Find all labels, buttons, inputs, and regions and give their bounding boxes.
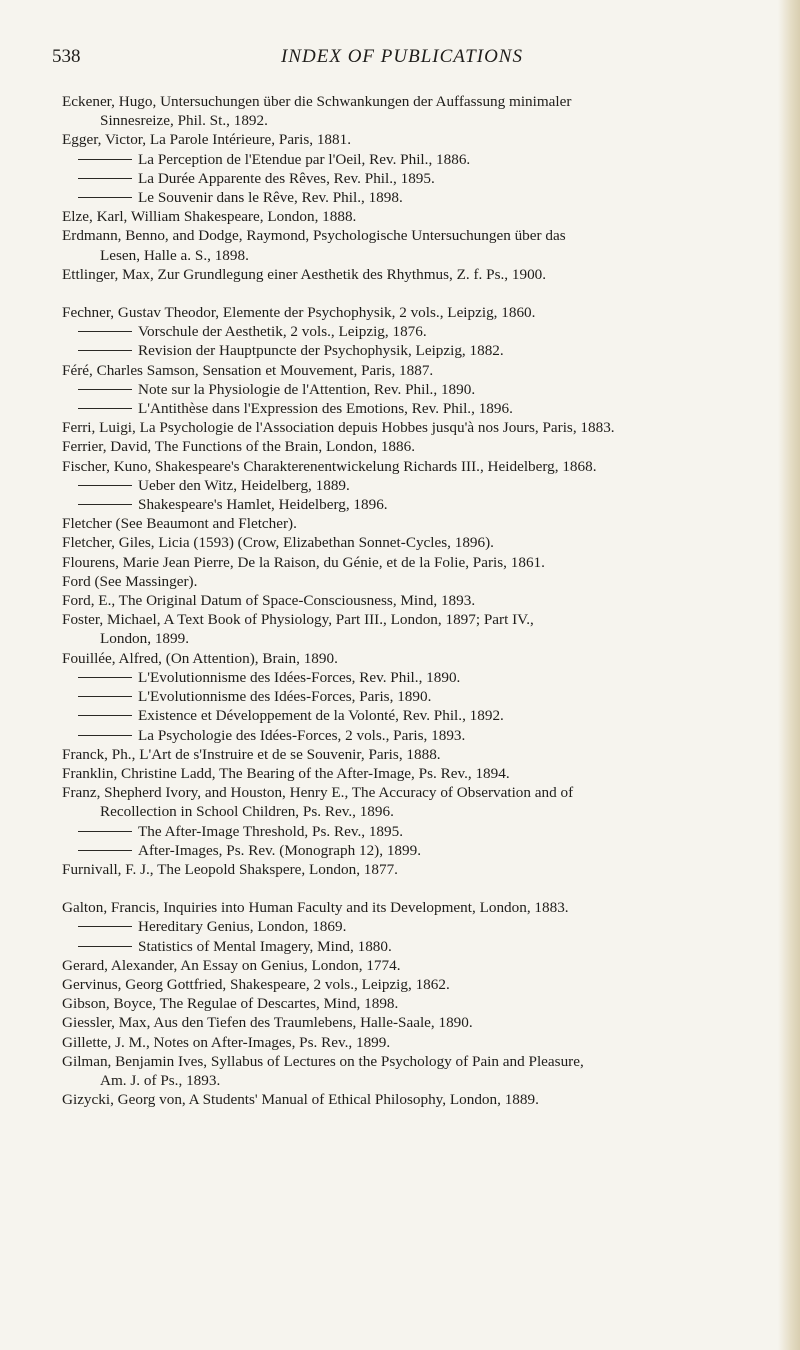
index-entry	[62, 745, 792, 764]
entry-text: Fletcher, Giles, Licia (1593) (Crow, Elizabethan Sonnet-Cycles, 1896).	[62, 534, 494, 552]
entry-text: Revision der Hauptpuncte der Psychophysik, Leipzig, 1882.	[138, 342, 504, 360]
ditto-rule	[78, 677, 132, 678]
ditto-rule	[78, 197, 132, 198]
entry-text: Ettlinger, Max, Zur Grundlegung einer Aesthetik des Rhythmus, Z. f. Ps., 1900.	[62, 265, 547, 283]
entry-text: Franck, Ph., L'Art de s'Instruire et de se Souvenir, Paris, 1888.	[62, 745, 441, 763]
index-entry	[62, 649, 792, 668]
ditto-rule	[78, 831, 132, 832]
entry-text: After-Images, Ps. Rev. (Monograph 12), 1899.	[138, 841, 421, 859]
entry-text: La Perception de l'Etendue par l'Oeil, Rev. Phil., 1886.	[138, 150, 471, 168]
index-entry	[62, 399, 792, 418]
entry-text: Franklin, Christine Ladd, The Bearing of the After-Image, Ps. Rev., 1894.	[62, 764, 510, 782]
entry-text: The After-Image Threshold, Ps. Rev., 1895.	[138, 822, 404, 840]
entry-text: Note sur la Physiologie de l'Attention, Rev. Phil., 1890.	[138, 380, 476, 398]
entry-text: Gilman, Benjamin Ives, Syllabus of Lectures on the Psychology of Pain and Pleasure,	[62, 1052, 584, 1070]
entry-text: Eckener, Hugo, Untersuchungen über die Schwankungen der Auffassung minimaler	[62, 93, 572, 110]
running-title: INDEX OF PUBLICATIONS	[281, 46, 523, 67]
index-entry	[62, 265, 792, 284]
index-entry	[62, 956, 792, 975]
entry-text: Ford (See Massinger).	[62, 572, 198, 590]
page-number: 538	[52, 46, 81, 67]
entry-text: Statistics of Mental Imagery, Mind, 1880.	[138, 937, 392, 955]
entry-text: Erdmann, Benno, and Dodge, Raymond, Psychologische Untersuchungen über das	[62, 227, 566, 245]
ditto-rule	[78, 389, 132, 390]
ditto-rule	[78, 715, 132, 716]
ditto-rule	[78, 485, 132, 486]
index-entry	[62, 188, 792, 207]
index-entry	[62, 822, 792, 841]
entry-text: Shakespeare's Hamlet, Heidelberg, 1896.	[138, 496, 388, 514]
index-entries	[62, 92, 792, 1109]
entry-text: Hereditary Genius, London, 1869.	[138, 918, 347, 936]
entry-text: Giessler, Max, Aus den Tiefen des Traumlebens, Halle-Saale, 1890.	[62, 1014, 473, 1032]
entry-text: Ferrier, David, The Functions of the Brain, London, 1886.	[62, 438, 416, 456]
index-entry	[62, 553, 792, 572]
entry-text: Fischer, Kuno, Shakespeare's Charakterenentwickelung Richards III., Heidelberg, 1868.	[62, 457, 597, 475]
index-entry	[62, 169, 792, 188]
index-entry	[62, 92, 792, 130]
entry-text: Gervinus, Georg Gottfried, Shakespeare, 2 vols., Leipzig, 1862.	[62, 975, 450, 993]
index-entry	[62, 706, 792, 725]
index-entry	[62, 361, 792, 380]
entry-continuation: London, 1899.	[100, 630, 190, 648]
index-entry	[62, 495, 792, 514]
index-entry	[62, 572, 792, 591]
ditto-rule	[78, 926, 132, 927]
entry-continuation: Am. J. of Ps., 1893.	[100, 1071, 221, 1089]
index-entry	[62, 610, 792, 648]
ditto-rule	[78, 408, 132, 409]
index-entry	[62, 322, 792, 341]
entry-continuation: Lesen, Halle a. S., 1898.	[100, 246, 249, 264]
index-entry	[62, 898, 792, 917]
entry-text: Furnivall, F. J., The Leopold Shakspere, London, 1877.	[62, 860, 398, 878]
index-entry	[62, 975, 792, 994]
ditto-rule	[78, 178, 132, 179]
index-entry	[62, 418, 792, 437]
entry-text: Ueber den Witz, Heidelberg, 1889.	[138, 476, 350, 494]
entry-text: Foster, Michael, A Text Book of Physiology, Part III., London, 1897; Part IV.,	[62, 611, 534, 629]
entry-text: Existence et Développement de la Volonté, Rev. Phil., 1892.	[138, 707, 504, 725]
index-entry	[62, 668, 792, 687]
entry-text: La Durée Apparente des Rêves, Rev. Phil., 1895.	[138, 169, 435, 187]
ditto-rule	[78, 735, 132, 736]
index-entry	[62, 437, 792, 456]
entry-text: Gillette, J. M., Notes on After-Images, Ps. Rev., 1899.	[62, 1033, 391, 1051]
entry-text: Egger, Victor, La Parole Intérieure, Paris, 1881.	[62, 131, 352, 149]
index-entry	[62, 130, 792, 149]
index-entry	[62, 303, 792, 322]
entry-continuation: Sinnesreize, Phil. St., 1892.	[100, 112, 268, 130]
index-entry	[62, 1090, 792, 1109]
entry-text: Fletcher (See Beaumont and Fletcher).	[62, 515, 297, 533]
index-entry	[62, 917, 792, 936]
index-entry	[62, 1052, 792, 1090]
entry-text: Féré, Charles Samson, Sensation et Mouvement, Paris, 1887.	[62, 361, 434, 379]
section-gap	[62, 879, 792, 898]
entry-text: Flourens, Marie Jean Pierre, De la Raison, du Génie, et de la Folie, Paris, 1861.	[62, 553, 545, 571]
index-entry	[62, 841, 792, 860]
page-header	[52, 46, 752, 76]
index-entry	[62, 207, 792, 226]
entry-text: La Psychologie des Idées-Forces, 2 vols., Paris, 1893.	[138, 726, 466, 744]
index-entry	[62, 994, 792, 1013]
entry-text: Gibson, Boyce, The Regulae of Descartes, Mind, 1898.	[62, 995, 399, 1013]
index-entry	[62, 764, 792, 783]
entry-text: Galton, Francis, Inquiries into Human Faculty and its Development, London, 1883.	[62, 899, 569, 917]
entry-continuation: Recollection in School Children, Ps. Rev., 1896.	[100, 803, 394, 821]
entry-text: Fouillée, Alfred, (On Attention), Brain, 1890.	[62, 649, 338, 667]
index-entry	[62, 860, 792, 879]
entry-text: L'Evolutionnisme des Idées-Forces, Paris, 1890.	[138, 688, 432, 706]
entry-text: Ford, E., The Original Datum of Space-Consciousness, Mind, 1893.	[62, 592, 476, 610]
index-entry	[62, 514, 792, 533]
entry-text: Fechner, Gustav Theodor, Elemente der Psychophysik, 2 vols., Leipzig, 1860.	[62, 304, 536, 322]
index-entry	[62, 1013, 792, 1032]
entry-text: L'Evolutionnisme des Idées-Forces, Rev. Phil., 1890.	[138, 668, 461, 686]
entry-text: Gerard, Alexander, An Essay on Genius, London, 1774.	[62, 956, 401, 974]
index-entry	[62, 1033, 792, 1052]
entry-text: Ferri, Luigi, La Psychologie de l'Association depuis Hobbes jusqu'à nos Jours, Paris, 1883.	[62, 419, 615, 437]
ditto-rule	[78, 350, 132, 351]
index-entry	[62, 591, 792, 610]
entry-text: Gizycki, Georg von, A Students' Manual of Ethical Philosophy, London, 1889.	[62, 1091, 539, 1109]
entry-text: Franz, Shepherd Ivory, and Houston, Henry E., The Accuracy of Observation and of	[62, 784, 574, 802]
index-entry	[62, 726, 792, 745]
index-entry	[62, 687, 792, 706]
section-gap	[62, 284, 792, 303]
index-entry	[62, 341, 792, 360]
entry-text: Elze, Karl, William Shakespeare, London, 1888.	[62, 208, 357, 226]
entry-text: Vorschule der Aesthetik, 2 vols., Leipzig, 1876.	[138, 323, 427, 341]
ditto-rule	[78, 504, 132, 505]
entry-text: L'Antithèse dans l'Expression des Emotions, Rev. Phil., 1896.	[138, 400, 513, 418]
entry-text: Le Souvenir dans le Rêve, Rev. Phil., 1898.	[138, 189, 403, 207]
index-entry	[62, 226, 792, 264]
index-entry	[62, 380, 792, 399]
index-entry	[62, 476, 792, 495]
page-edge-shadow	[778, 0, 800, 1350]
ditto-rule	[78, 946, 132, 947]
index-entry	[62, 937, 792, 956]
ditto-rule	[78, 696, 132, 697]
index-entry	[62, 783, 792, 821]
ditto-rule	[78, 850, 132, 851]
index-entry	[62, 150, 792, 169]
ditto-rule	[78, 331, 132, 332]
ditto-rule	[78, 159, 132, 160]
index-entry	[62, 457, 792, 476]
index-entry	[62, 533, 792, 552]
